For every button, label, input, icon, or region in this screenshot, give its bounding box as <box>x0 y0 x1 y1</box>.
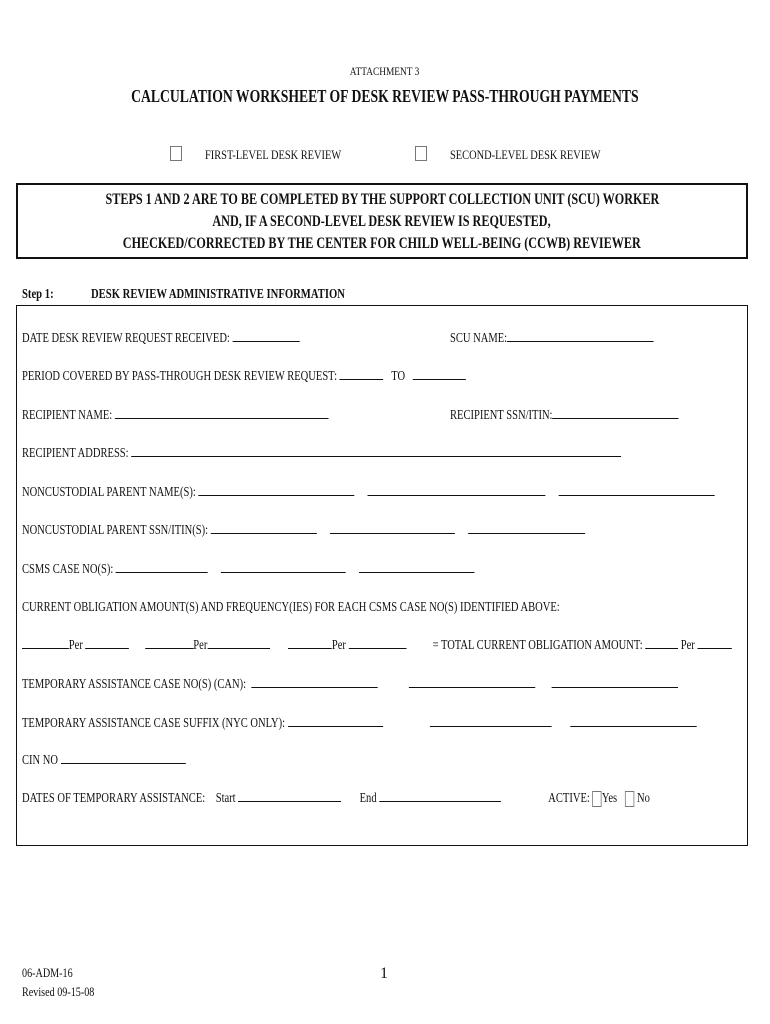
csms-case-label: CSMS CASE NO(S): <box>22 561 114 576</box>
total-obligation-amount[interactable] <box>645 637 678 649</box>
ncp-names-label: NONCUSTODIAL PARENT NAME(S): <box>22 484 196 499</box>
ta-case-label: TEMPORARY ASSISTANCE CASE NO(S) (CAN): <box>22 676 247 691</box>
first-level-checkbox[interactable] <box>170 146 182 161</box>
obligation-amount-2[interactable] <box>145 637 193 649</box>
ta-start-field[interactable] <box>238 790 341 802</box>
second-level-checkbox[interactable] <box>415 146 427 161</box>
ta-dates-row <box>22 790 650 807</box>
date-received-label: DATE DESK REVIEW REQUEST RECEIVED: <box>22 330 230 345</box>
page-number: 1 <box>380 965 388 982</box>
period-end-field[interactable] <box>413 368 466 380</box>
instructions-line-2: AND, IF A SECOND-LEVEL DESK REVIEW IS REQUESTED, <box>212 213 552 230</box>
recipient-name-field[interactable] <box>115 407 329 419</box>
recipient-address-label: RECIPIENT ADDRESS: <box>22 445 129 460</box>
ta-case-row <box>22 676 678 692</box>
active-no-label: No <box>637 790 650 805</box>
revised-date: Revised 09-15-08 <box>22 984 95 999</box>
second-level-label: SECOND-LEVEL DESK REVIEW <box>450 147 601 162</box>
csms-case-field-2[interactable] <box>221 561 346 573</box>
active-no-checkbox[interactable] <box>625 791 634 807</box>
scu-name-label: SCU NAME: <box>450 330 508 345</box>
obligation-intro: CURRENT OBLIGATION AMOUNT(S) AND FREQUENCY(IES) FOR EACH CSMS CASE NO(S) IDENTIFIED ABOVE: <box>22 599 560 614</box>
ta-suffix-field-2[interactable] <box>430 715 552 727</box>
ncp-name-field-3[interactable] <box>559 484 715 496</box>
period-to-label: TO <box>391 368 406 383</box>
cin-label: CIN NO <box>22 752 58 767</box>
recipient-name-label: RECIPIENT NAME: <box>22 407 113 422</box>
step1-label: Step 1: <box>22 287 54 302</box>
period-covered-row <box>22 368 466 384</box>
recipient-address-row <box>22 445 621 461</box>
instructions-line-1: STEPS 1 AND 2 ARE TO BE COMPLETED BY THE SUPPORT COLLECTION UNIT (SCU) WORKER <box>105 191 660 208</box>
per-label-total: Per <box>680 637 695 652</box>
ncp-ssn-label: NONCUSTODIAL PARENT SSN/ITIN(S): <box>22 522 209 537</box>
active-yes-checkbox[interactable] <box>592 791 601 807</box>
ncp-ssn-field-2[interactable] <box>330 522 455 534</box>
csms-case-field-1[interactable] <box>116 561 208 573</box>
date-received-row <box>22 330 300 346</box>
total-obligation-frequency[interactable] <box>697 637 731 649</box>
recipient-address-field[interactable] <box>131 445 621 457</box>
obligation-row <box>22 637 732 653</box>
ta-suffix-field-1[interactable] <box>288 715 383 727</box>
scu-name-row <box>450 330 654 346</box>
ncp-ssn-row <box>22 522 585 538</box>
ta-case-field-1[interactable] <box>251 676 377 688</box>
ncp-name-field-1[interactable] <box>198 484 354 496</box>
ncp-ssn-field-3[interactable] <box>468 522 585 534</box>
ta-suffix-label: TEMPORARY ASSISTANCE CASE SUFFIX (NYC ONLY): <box>22 715 286 730</box>
cin-field[interactable] <box>61 752 186 764</box>
form-id: 06-ADM-16 <box>22 965 73 980</box>
obligation-frequency-1[interactable] <box>85 637 129 649</box>
ncp-ssn-field-1[interactable] <box>211 522 317 534</box>
page-title: CALCULATION WORKSHEET OF DESK REVIEW PASS-THROUGH PAYMENTS <box>131 86 639 106</box>
period-covered-label: PERIOD COVERED BY PASS-THROUGH DESK REVIEW REQUEST: <box>22 368 338 383</box>
ta-suffix-field-3[interactable] <box>570 715 696 727</box>
total-obligation-label: = TOTAL CURRENT OBLIGATION AMOUNT: <box>432 637 643 652</box>
per-label-2: Per <box>193 637 208 652</box>
cin-row <box>22 752 185 768</box>
obligation-amount-1[interactable] <box>22 637 69 649</box>
start-label: Start <box>215 790 236 805</box>
instructions-box <box>16 183 748 259</box>
instructions-line-3: CHECKED/CORRECTED BY THE CENTER FOR CHILD WELL-BEING (CCWB) REVIEWER <box>122 235 642 252</box>
attachment-label: ATTACHMENT 3 <box>350 64 420 78</box>
ta-suffix-row <box>22 715 697 731</box>
active-label: ACTIVE: <box>548 790 590 805</box>
ncp-name-field-2[interactable] <box>368 484 546 496</box>
obligation-frequency-3[interactable] <box>349 637 407 649</box>
csms-case-row <box>22 561 475 577</box>
ta-case-field-3[interactable] <box>551 676 677 688</box>
per-label-1: Per <box>68 637 83 652</box>
ncp-names-row <box>22 484 715 500</box>
ta-case-field-2[interactable] <box>409 676 535 688</box>
step1-heading: DESK REVIEW ADMINISTRATIVE INFORMATION <box>91 287 345 302</box>
date-received-field[interactable] <box>233 330 300 342</box>
csms-case-field-3[interactable] <box>359 561 474 573</box>
obligation-frequency-2[interactable] <box>207 637 269 649</box>
end-label: End <box>359 790 377 805</box>
obligation-amount-3[interactable] <box>288 637 332 649</box>
per-label-3: Per <box>331 637 346 652</box>
first-level-label: FIRST-LEVEL DESK REVIEW <box>205 147 342 162</box>
recipient-ssn-label: RECIPIENT SSN/ITIN: <box>450 407 553 422</box>
active-yes-label: Yes <box>601 790 618 805</box>
recipient-ssn-field[interactable] <box>552 407 678 419</box>
period-start-field[interactable] <box>340 368 384 380</box>
scu-name-field[interactable] <box>507 330 654 342</box>
ta-dates-label: DATES OF TEMPORARY ASSISTANCE: <box>22 790 206 805</box>
recipient-ssn-row <box>450 407 679 423</box>
recipient-name-row <box>22 407 329 423</box>
ta-end-field[interactable] <box>379 790 501 802</box>
